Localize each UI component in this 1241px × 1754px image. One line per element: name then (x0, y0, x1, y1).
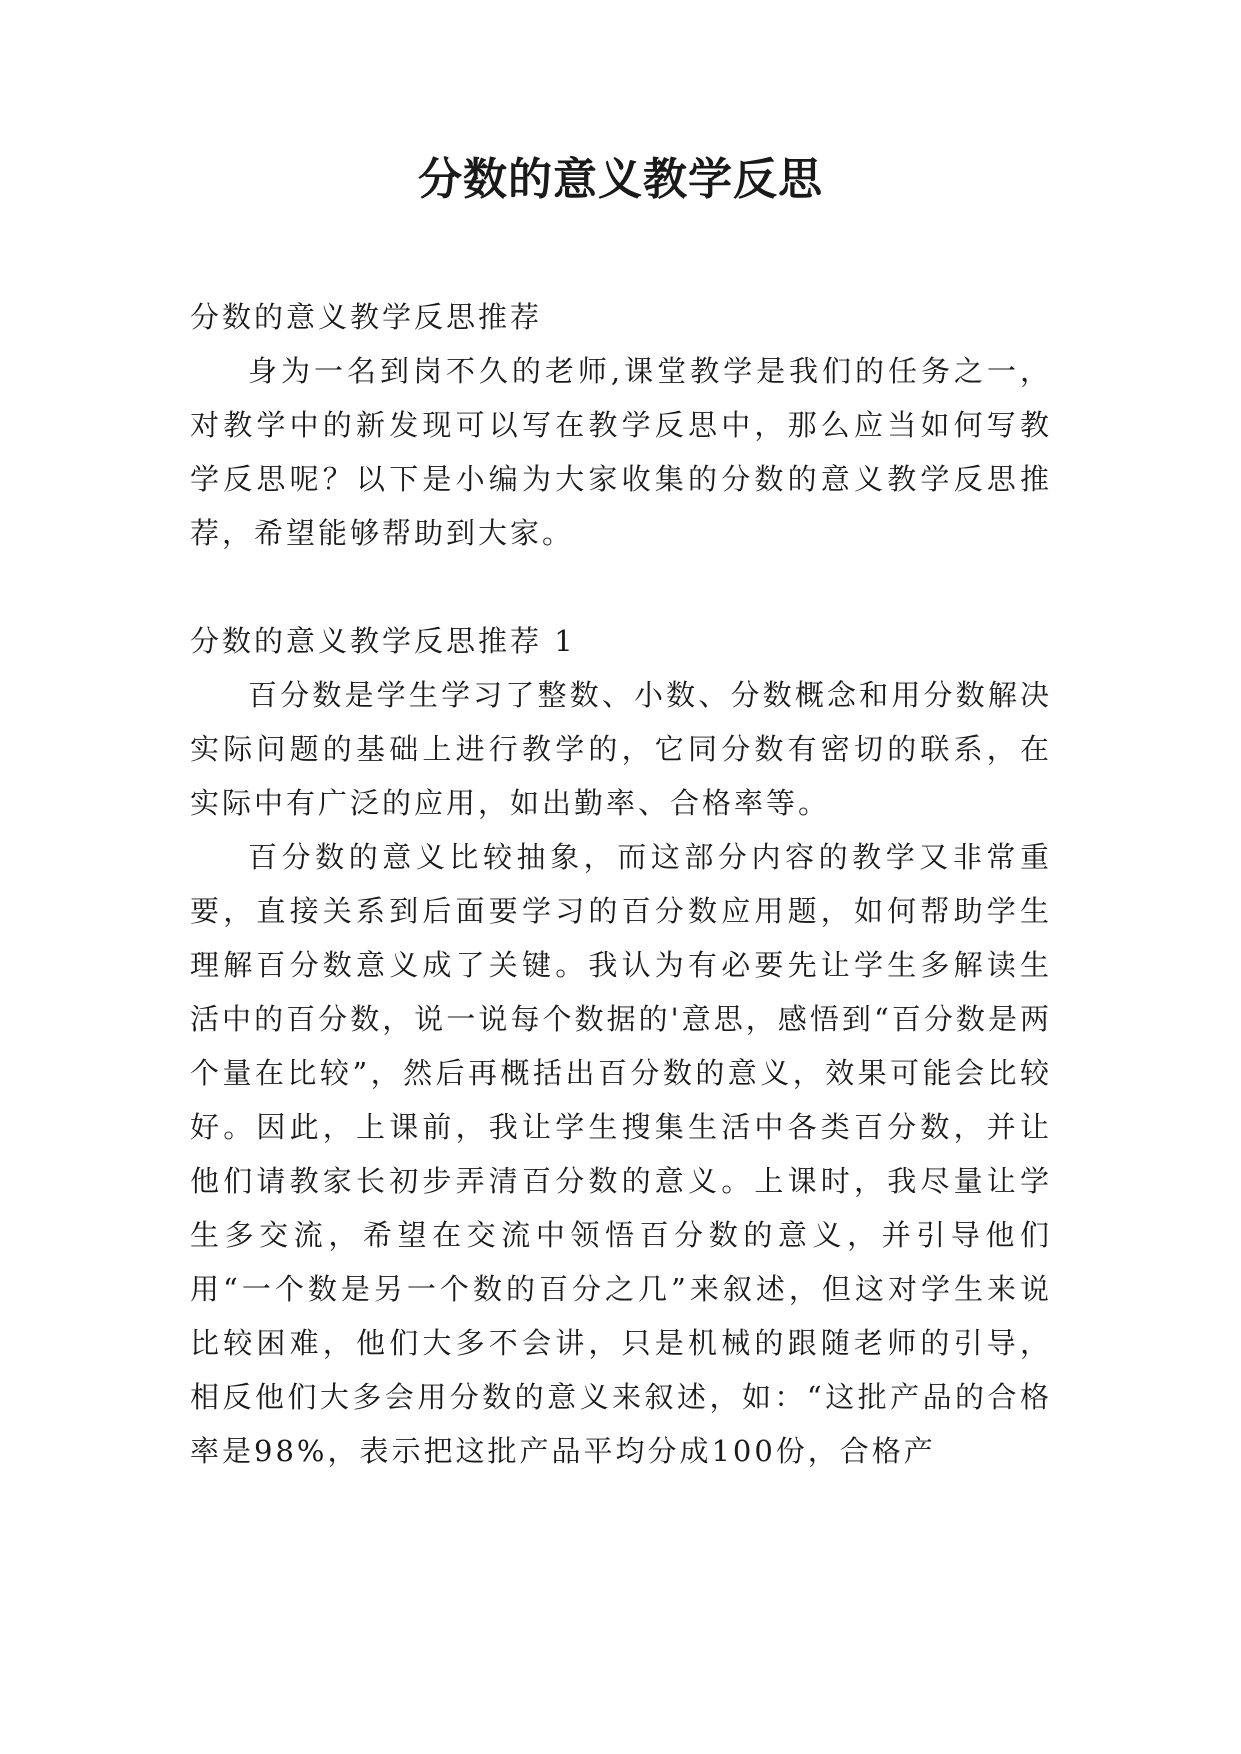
document-title: 分数的意义教学反思 (418, 154, 823, 205)
paragraph: 身为一名到岗不久的老师,课堂教学是我们的任务之一，对教学中的新发现可以写在教学反思中，那么应当如何写教学反思呢？以下是小编为大家收集的分数的意义教学反思推荐，希望能够帮助到大家。 (190, 354, 1052, 550)
section-heading: 分数的意义教学反思推荐 1 (190, 624, 576, 658)
section-spacer (190, 560, 1052, 614)
section-heading: 分数的意义教学反思推荐 (190, 300, 543, 334)
document-body (190, 290, 1052, 1478)
paragraph: 百分数是学生学习了整数、小数、分数概念和用分数解决实际问题的基础上进行教学的，它同分数有密切的联系，在实际中有广泛的应用，如出勤率、合格率等。 (190, 678, 1052, 820)
paragraph: 百分数的意义比较抽象，而这部分内容的教学又非常重要，直接关系到后面要学习的百分数应用题，如何帮助学生理解百分数意义成了关键。我认为有必要先让学生多解读生活中的百分数，说一说每个数据的'意思，感悟到“百分数是两个量在比较”，然后再概括出百分数的意义，效果可能会比较好。因此，上课前，我让学生搜集生活中各类百分数，并让他们请教家长初步弄清百分数的意义。上课时，我尽量让学生多交流，希望在交流中领悟百分数的意义，并引导他们用“一个数是另一个数的百分之几”来叙述，但这对学生来说比较困难，他们大多不会讲，只是机械的跟随老师的引导，相反他们大多会用分数的意义来叙述，如：“这批产品的合格率是98%，表示把这批产品平均分成100份，合格产 (190, 840, 1052, 1468)
